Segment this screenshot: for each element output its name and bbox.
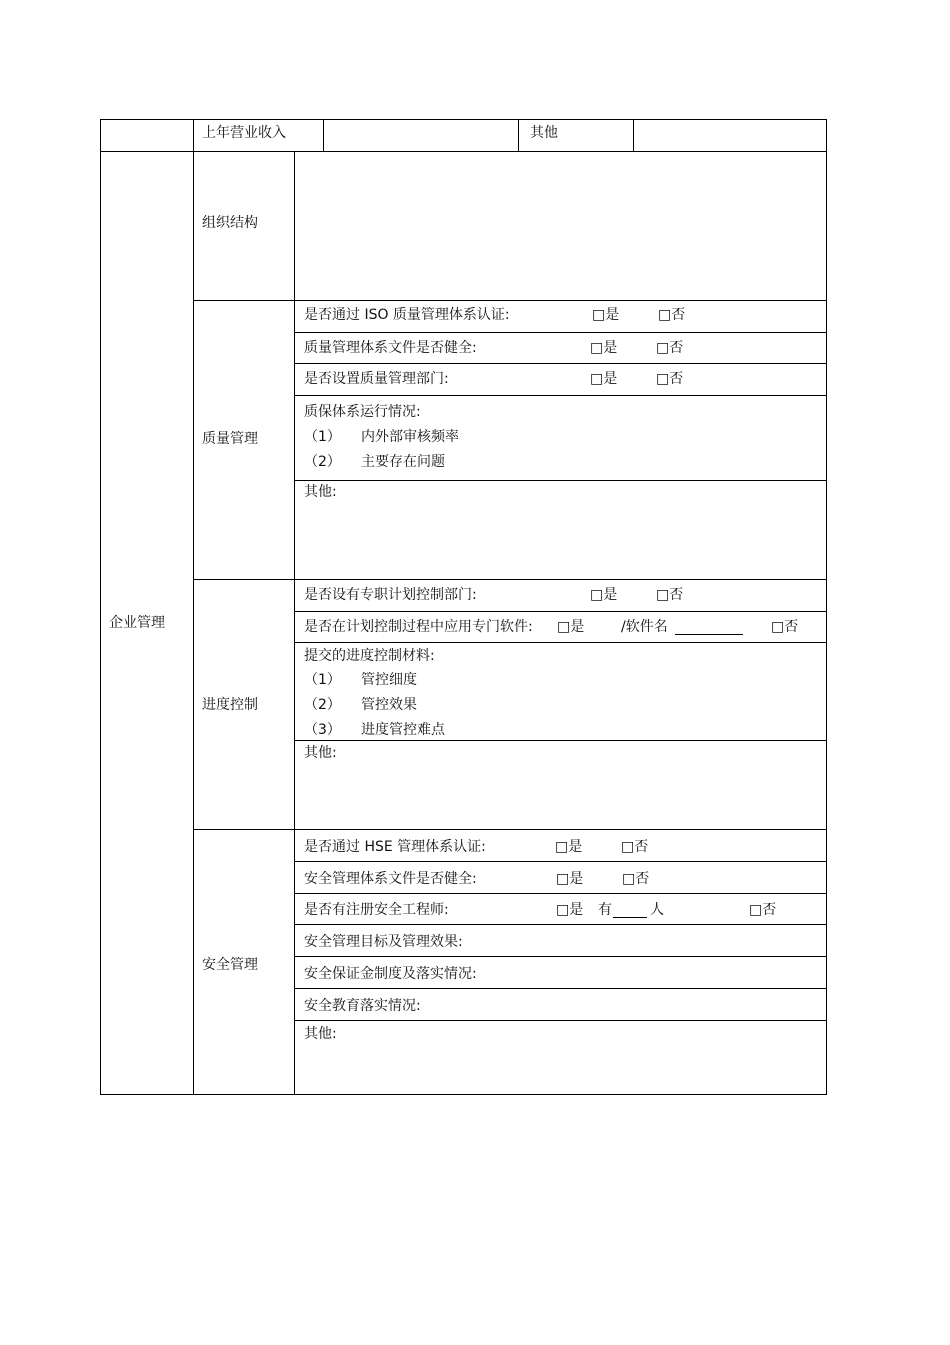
other-input[interactable] [635, 121, 825, 150]
section-label: 企业管理 [109, 615, 165, 631]
row-divider [294, 956, 827, 957]
quality-docs-yes-checkbox[interactable]: □是 [590, 340, 618, 356]
iso-yes-checkbox[interactable]: □是 [592, 307, 620, 323]
table-border-right [826, 119, 827, 1095]
row-divider [294, 332, 827, 333]
row-divider [294, 924, 827, 925]
schedule-dept-question: 是否设有专职计划控制部门: [304, 587, 477, 603]
schedule-other-input[interactable] [296, 764, 825, 828]
row-divider [193, 829, 827, 830]
safety-label: 安全管理 [202, 957, 258, 973]
col-divider [193, 119, 194, 1095]
engineer-count-input[interactable] [613, 917, 647, 918]
table-border-left [100, 119, 101, 1095]
materials-num: （3） [304, 722, 341, 738]
row-divider [294, 893, 827, 894]
safety-education-label: 安全教育落实情况: [304, 998, 421, 1014]
row-divider [100, 151, 827, 152]
hse-yes-checkbox[interactable]: □是 [555, 839, 583, 855]
materials-item: 管控细度 [361, 672, 417, 688]
other-label: 其他 [530, 125, 558, 141]
safety-docs-question: 安全管理体系文件是否健全: [304, 871, 477, 887]
row-divider [294, 740, 827, 741]
row-divider [193, 579, 827, 580]
materials-num: （1） [304, 672, 341, 688]
col-divider [633, 119, 634, 151]
software-no-checkbox[interactable]: □否 [771, 619, 799, 635]
safety-docs-no-checkbox[interactable]: □否 [622, 871, 650, 887]
quality-ops-item: 内外部审核频率 [361, 429, 459, 445]
engineer-unit-label: 人 [650, 902, 664, 918]
quality-dept-no-checkbox[interactable]: □否 [656, 371, 684, 387]
row-divider [294, 642, 827, 643]
org-input[interactable] [296, 153, 825, 299]
quality-docs-no-checkbox[interactable]: □否 [656, 340, 684, 356]
schedule-dept-no-checkbox[interactable]: □否 [656, 587, 684, 603]
quality-ops-num: （1） [304, 429, 341, 445]
row-divider [294, 611, 827, 612]
col-divider [518, 119, 519, 151]
materials-item: 管控效果 [361, 697, 417, 713]
quality-ops-title: 质保体系运行情况: [304, 404, 421, 420]
safety-goals-label: 安全管理目标及管理效果: [304, 934, 463, 950]
schedule-materials-title: 提交的进度控制材料: [304, 648, 435, 664]
revenue-input[interactable] [325, 121, 517, 150]
engineer-no-checkbox[interactable]: □否 [749, 902, 777, 918]
hse-question: 是否通过 HSE 管理体系认证: [304, 839, 486, 855]
row-divider [294, 480, 827, 481]
materials-num: （2） [304, 697, 341, 713]
quality-docs-question: 质量管理体系文件是否健全: [304, 340, 477, 356]
row-divider [193, 300, 827, 301]
schedule-label: 进度控制 [202, 697, 258, 713]
iso-no-checkbox[interactable]: □否 [658, 307, 686, 323]
schedule-dept-yes-checkbox[interactable]: □是 [590, 587, 618, 603]
engineer-has-label: 有 [598, 902, 612, 918]
safety-other-input[interactable] [296, 1044, 825, 1093]
quality-other-label: 其他: [304, 484, 337, 500]
quality-dept-yes-checkbox[interactable]: □是 [590, 371, 618, 387]
row-divider [294, 861, 827, 862]
quality-dept-question: 是否设置质量管理部门: [304, 371, 449, 387]
safety-deposit-label: 安全保证金制度及落实情况: [304, 966, 477, 982]
quality-ops-item: 主要存在问题 [361, 454, 445, 470]
row-divider [294, 988, 827, 989]
quality-label: 质量管理 [202, 431, 258, 447]
software-question: 是否在计划控制过程中应用专门软件: [304, 619, 533, 635]
row-divider [294, 395, 827, 396]
iso-question: 是否通过 ISO 质量管理体系认证: [304, 307, 510, 323]
col-divider [294, 151, 295, 1095]
safety-other-label: 其他: [304, 1026, 337, 1042]
table-border-bottom [100, 1094, 827, 1095]
table-border-top [100, 119, 827, 120]
hse-no-checkbox[interactable]: □否 [621, 839, 649, 855]
schedule-other-label: 其他: [304, 745, 337, 761]
software-yes-checkbox[interactable]: □是 [557, 619, 585, 635]
col-divider [323, 119, 324, 151]
quality-ops-num: （2） [304, 454, 341, 470]
engineer-yes-checkbox[interactable]: □是 [556, 902, 584, 918]
software-name-label: /软件名 [621, 619, 668, 635]
quality-other-input[interactable] [296, 504, 825, 578]
safety-docs-yes-checkbox[interactable]: □是 [556, 871, 584, 887]
row-divider [294, 1020, 827, 1021]
org-label: 组织结构 [202, 215, 258, 231]
engineer-question: 是否有注册安全工程师: [304, 902, 449, 918]
row-divider [294, 363, 827, 364]
revenue-label: 上年营业收入 [202, 125, 286, 141]
software-name-input[interactable] [675, 634, 743, 635]
materials-item: 进度管控难点 [361, 722, 445, 738]
